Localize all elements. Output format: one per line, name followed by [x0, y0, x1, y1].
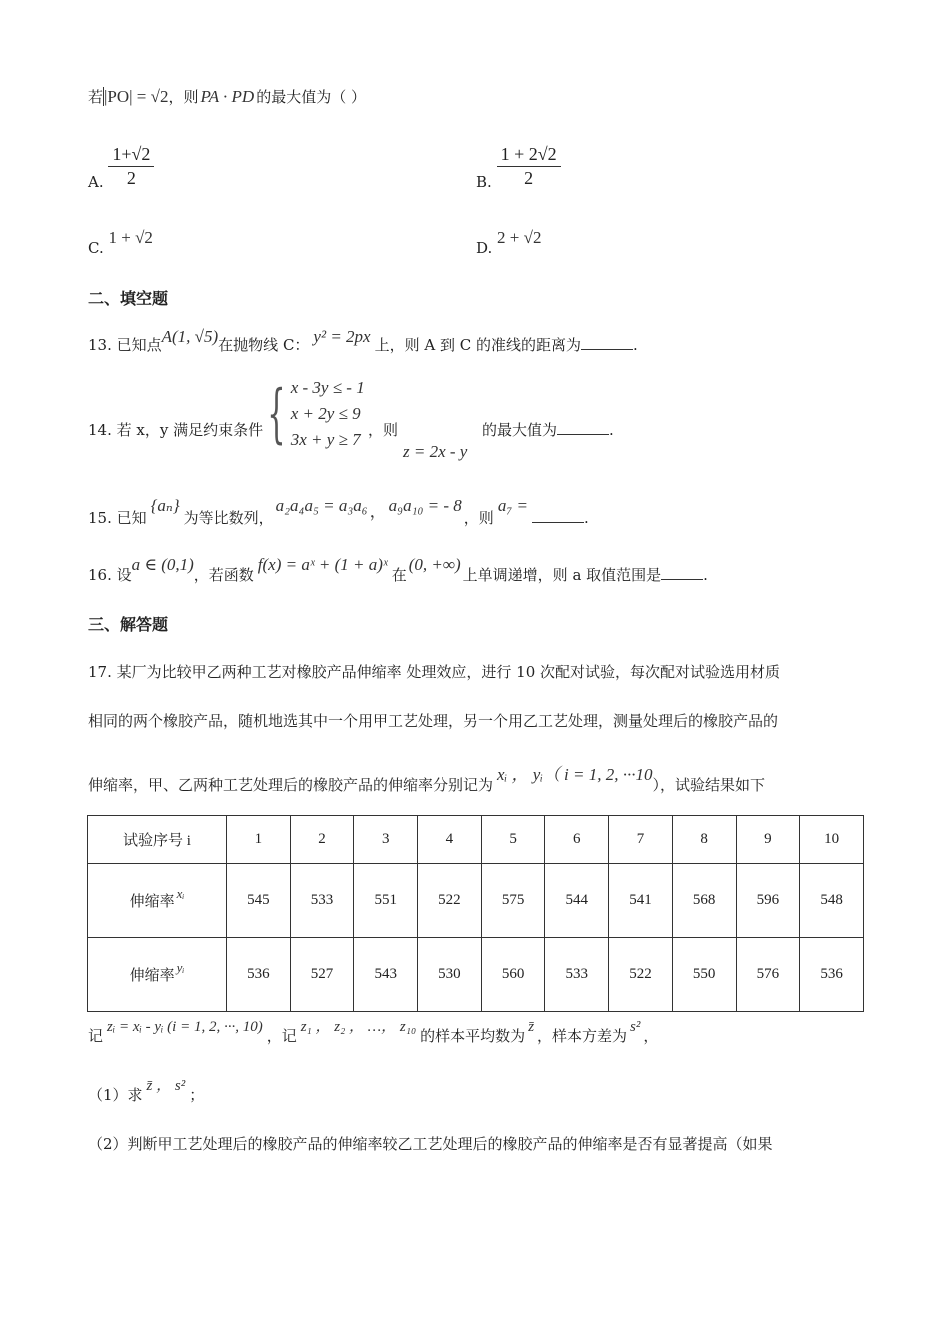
- q15-eq1: a₂a₄a₅ = a₃a₆: [275, 496, 368, 515]
- table-cell: 544: [545, 864, 609, 938]
- table-cell: 550: [672, 938, 736, 1012]
- option-a-label: A.: [88, 172, 104, 191]
- table-header-row: [88, 816, 864, 864]
- q17-after-prefix: 记: [88, 1027, 104, 1045]
- row-x-var: xᵢ: [176, 886, 185, 901]
- q14-constraint-system: [256, 378, 365, 450]
- q13-num: 13. 已知点: [88, 336, 162, 354]
- q15-mid: 为等比数列，: [183, 509, 274, 527]
- q15-then: ，则: [463, 509, 494, 527]
- q15-target: a₇ =: [497, 496, 528, 515]
- q14-mid: ，则: [368, 421, 399, 439]
- q14-tail: 的最大值为: [482, 421, 558, 439]
- option-a-fraction: [108, 144, 154, 189]
- question-13: [88, 326, 638, 354]
- table-header-cell: 1: [227, 816, 291, 864]
- q12-expr: PA · PD: [200, 87, 255, 106]
- table-cell: 545: [227, 864, 291, 938]
- option-a-numerator: 1+√2: [108, 144, 154, 167]
- option-d-value: 2 + √2: [497, 228, 542, 247]
- section-2-title: 二、填空题: [88, 289, 169, 308]
- option-b-denominator: 2: [524, 168, 534, 188]
- q16-mid: ，若函数: [193, 566, 254, 584]
- q16-in: 在: [391, 566, 407, 584]
- row-x-label-cell: [88, 864, 227, 938]
- table-cell: 551: [354, 864, 418, 938]
- row-y-label: 伸缩率: [129, 968, 175, 984]
- q14-constraint-3: 3x + y ≥ 7: [290, 430, 361, 449]
- table-cell: 536: [227, 938, 291, 1012]
- q17-part-1-vars: z̄ ， s²: [146, 1078, 186, 1094]
- question-15: 15. 已知{aₙ}为等比数列，a₂a₄a₅ = a₃a₆ ， a₉a₁₀ = - 8，则a₇ =.: [88, 496, 589, 527]
- table-header-cell: 6: [545, 816, 609, 864]
- row-y-var: yᵢ: [176, 960, 185, 975]
- table-cell: 575: [481, 864, 545, 938]
- table-header-cell: 8: [672, 816, 736, 864]
- q17-after-table: [88, 1015, 659, 1045]
- q17-line-3: [88, 760, 765, 794]
- option-b-label: B.: [476, 172, 492, 191]
- q13-end: .: [632, 336, 638, 354]
- table-header-cell: 10: [800, 816, 864, 864]
- q16-interval: (0, +∞): [408, 555, 461, 574]
- q13-curve: y² = 2px: [313, 327, 371, 346]
- table-header-cell: 4: [418, 816, 482, 864]
- table-cell: 533: [545, 938, 609, 1012]
- q17-s2: s²: [630, 1019, 641, 1035]
- option-b-numerator: 1 + 2√2: [497, 144, 561, 167]
- q17-part-1-prefix: （1）求: [88, 1086, 143, 1104]
- option-b[interactable]: [476, 144, 561, 189]
- q14-tail-wrap: [482, 419, 614, 440]
- q17-line-3-vars: xᵢ ， yᵢ（: [497, 765, 560, 784]
- q17-after-tail: 的样本平均数为: [420, 1027, 526, 1045]
- table-header-cell: 7: [609, 816, 673, 864]
- table-header-cell: 试验序号 i: [88, 816, 227, 864]
- q16-num: 16. 设: [88, 566, 132, 584]
- option-c-label: C.: [88, 239, 104, 257]
- table-cell: 522: [609, 938, 673, 1012]
- q13-answer-blank[interactable]: [581, 349, 633, 350]
- q17-line-3-range: i = 1, 2, ···10: [564, 765, 653, 784]
- q14-answer-blank[interactable]: [557, 434, 609, 435]
- q17-line-3-tail: ），试验结果如下: [652, 776, 765, 794]
- q17-part-1: [88, 1074, 205, 1104]
- question-16: [88, 554, 708, 584]
- q12-line: [88, 86, 366, 107]
- q14-end: .: [609, 421, 614, 439]
- q15-answer-blank[interactable]: [532, 522, 584, 523]
- q16-end: .: [703, 566, 708, 584]
- q13-point: A(1, √5): [161, 327, 219, 346]
- q16-answer-blank[interactable]: [661, 579, 703, 580]
- table-cell: 576: [736, 938, 800, 1012]
- q17-part-1-end: ；: [189, 1086, 205, 1104]
- option-d[interactable]: [476, 228, 542, 257]
- table-cell: 543: [354, 938, 418, 1012]
- q15-eq2: a₉a₁₀ = - 8: [388, 496, 462, 515]
- q17-z-list: z₁ ， z₂ ， …， z₁₀: [300, 1019, 417, 1035]
- q16-tail: 上单调递增，则 a 取值范围是: [462, 566, 662, 584]
- table-header-cell: 5: [481, 816, 545, 864]
- q15-end: .: [583, 509, 589, 527]
- table-cell: 533: [290, 864, 354, 938]
- q17-after-mid: ，记: [266, 1027, 297, 1045]
- q15-seq: {aₙ}: [150, 496, 180, 515]
- q17-line-1: 17. 某厂为比较甲乙两种工艺对橡胶产品伸缩率 处理效应，进行 10 次配对试验，每次配对试验选用材质: [88, 663, 781, 681]
- table-cell: 596: [736, 864, 800, 938]
- option-b-fraction: [497, 144, 561, 189]
- q14-intro: 14. 若 x，y 满足约束条件: [88, 421, 264, 439]
- q17-line-3-text: 伸缩率，甲、乙两种工艺处理后的橡胶产品的伸缩率分别记为: [88, 776, 494, 794]
- q17-after-end: ，: [643, 1027, 659, 1045]
- q17-after-tail2: ，样本方差为: [537, 1027, 628, 1045]
- table-cell: 568: [672, 864, 736, 938]
- table-row-y: [88, 938, 864, 1012]
- option-c[interactable]: [88, 228, 153, 257]
- table-cell: 560: [481, 938, 545, 1012]
- q13-tail: 上，则 A 到 C 的准线的距离为: [374, 336, 581, 354]
- table-header-cell: 9: [736, 816, 800, 864]
- option-a[interactable]: [88, 144, 154, 189]
- q12-suffix: 的最大值为（ ）: [256, 88, 366, 106]
- q17-line-2: 相同的两个橡胶产品，随机地选其中一个用甲工艺处理，另一个用乙工艺处理，测量处理后的橡胶产品的: [88, 712, 779, 730]
- q16-func: f(x) = aˣ + (1 + a)ˣ: [257, 555, 388, 574]
- q16-cond: a ∈ (0,1): [131, 555, 194, 574]
- q17-zbar: z̄: [528, 1019, 535, 1035]
- q14-constraint-1: x - 3y ≤ - 1: [290, 378, 365, 397]
- table-cell: 541: [609, 864, 673, 938]
- option-a-denominator: 2: [126, 168, 136, 188]
- results-table: [87, 815, 864, 1012]
- q17-part-2: （2）判断甲工艺处理后的橡胶产品的伸缩率较乙工艺处理后的橡胶产品的伸缩率是否有显著提高（如果: [88, 1135, 773, 1153]
- table-header-cell: 3: [354, 816, 418, 864]
- row-x-label: 伸缩率: [129, 894, 175, 910]
- row-y-label-cell: [88, 938, 227, 1012]
- table-cell: 527: [290, 938, 354, 1012]
- q12-cond: |PO| = √2: [104, 87, 169, 106]
- table-header-cell: 2: [290, 816, 354, 864]
- section-3-title: 三、解答题: [88, 615, 169, 634]
- q14-objective: z = 2x - y: [403, 442, 468, 461]
- table-row-x: [88, 864, 864, 938]
- table-cell: 548: [800, 864, 864, 938]
- option-d-label: D.: [476, 239, 493, 257]
- q15-num: 15. 已知: [88, 509, 147, 527]
- q13-mid: 在抛物线 C：: [218, 336, 310, 354]
- q17-z-definition: zᵢ = xᵢ - yᵢ (i = 1, 2, ···, 10): [107, 1019, 263, 1035]
- left-brace-icon: {: [267, 377, 286, 451]
- table-cell: 530: [418, 938, 482, 1012]
- q12-prefix: 若: [88, 88, 104, 106]
- table-cell: 522: [418, 864, 482, 938]
- option-c-value: 1 + √2: [108, 228, 153, 247]
- q12-text: ，则: [168, 88, 199, 106]
- table-cell: 536: [800, 938, 864, 1012]
- q14-constraint-2: x + 2y ≤ 9: [290, 404, 361, 423]
